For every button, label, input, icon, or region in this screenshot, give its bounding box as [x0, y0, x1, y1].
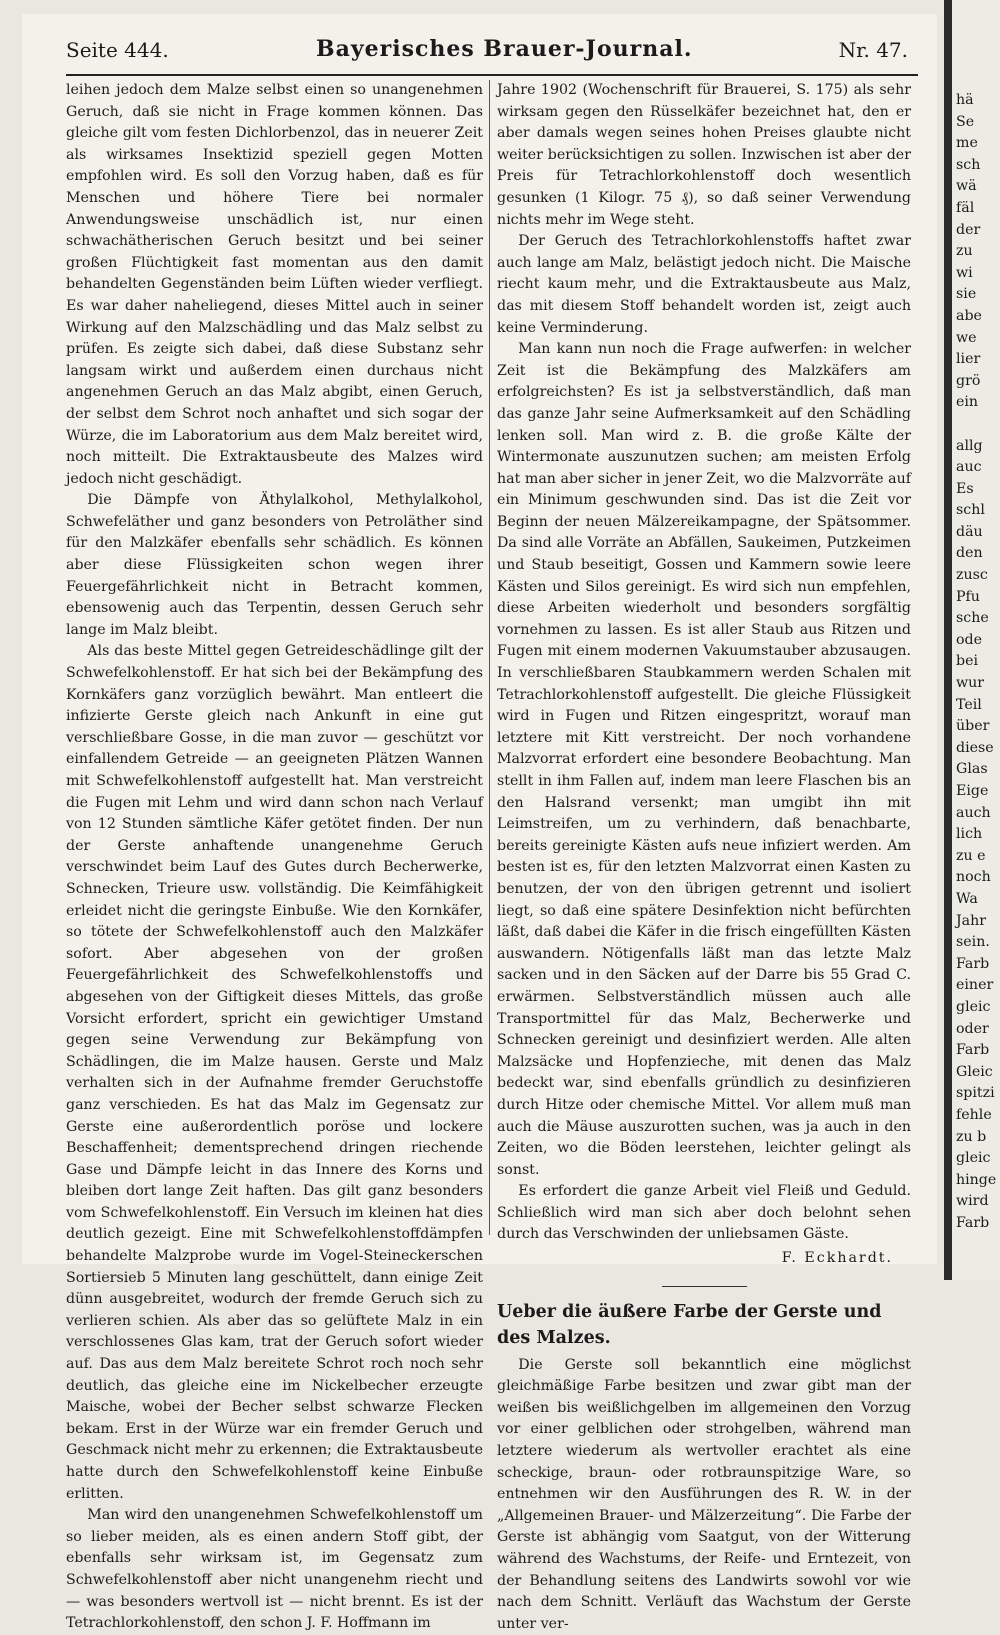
adjacent-page-fragment: ode — [956, 631, 983, 648]
adjacent-page-fragment: däu — [956, 523, 983, 540]
adjacent-page-fragment: me — [956, 135, 978, 152]
adjacent-page-fragment: wi — [956, 264, 973, 281]
adjacent-page-text — [952, 0, 1000, 1234]
adjacent-page-fragment: gleic — [956, 1150, 991, 1167]
adjacent-page-fragment: Gleic — [956, 1063, 993, 1080]
adjacent-page-fragment: Wa — [956, 890, 978, 907]
adjacent-page-fragment: zu b — [956, 1128, 987, 1145]
adjacent-page-fragment: bei — [956, 653, 979, 670]
journal-title: Bayerisches Brauer-Journal. — [316, 36, 693, 62]
adjacent-page-fragment: lich — [956, 826, 983, 843]
page-header — [66, 34, 918, 76]
adjacent-page-fragment: auch — [956, 804, 991, 821]
adjacent-page-fragment: Glas — [956, 761, 988, 778]
paragraph: Der Geruch des Tetrachlorkohlenstoffs haftet zwar auch lange am Malz, belästigt jedoch nicht. Die Maische riecht kaum mehr, und die Extraktausbeute aus Malz, das mit diesem Stoff behandelt worden ist, zeigt auch keine Verminderung. — [497, 233, 911, 336]
adjacent-page-fragment: abe — [956, 307, 982, 324]
adjacent-page-fragment: ein — [956, 394, 979, 411]
adjacent-page-fragment: zusc — [956, 567, 988, 584]
adjacent-page-fragment: gleic — [956, 998, 991, 1015]
adjacent-page-fragment: wä — [956, 178, 977, 195]
issue-number: Nr. 47. — [838, 38, 908, 62]
left-column — [66, 80, 483, 1632]
adjacent-page-fragment: spitzi — [956, 1085, 995, 1102]
adjacent-page-fragment: wur — [956, 675, 985, 692]
adjacent-page-fragment: grö — [956, 372, 981, 389]
adjacent-page-fragment: auc — [956, 459, 982, 476]
adjacent-page-fragment — [956, 414, 1000, 436]
adjacent-page-fragment: Pfu — [956, 588, 980, 605]
paragraph: Die Gerste soll bekanntlich eine möglichst gleichmäßige Farbe besitzen und zwar gibt man der weißen bis weißlichgelben im allgemeinen den Vorzug vor einer gelblichen oder strohgelben, während man letztere wiederum als wertvoller erachtet als eine scheckige, braun- oder rotbraunspitzige Ware, so entnehmen wir den Ausführungen des R. W. in der „Allgemeinen Brauer- und Mälzerzeitung“. Die Farbe der Gerste ist abhängig vom Saatgut, von der Witterung während des Wachstums, der Reife- und Erntezeit, von der Behandlung seitens des Landwirts sowohl vor wie nach dem Schnitt. Verläuft das Wachstum der Gerste unter ver- — [497, 1356, 911, 1632]
adjacent-page-edge — [952, 0, 1000, 1280]
adjacent-page-fragment: über — [956, 718, 990, 735]
adjacent-page-fragment: Eige — [956, 783, 989, 799]
adjacent-page-fragment: oder — [956, 1020, 989, 1037]
author-signature: F. Eckhardt. — [781, 1250, 893, 1267]
paragraph: Jahre 1902 (Wochenschrift für Brauerei, S. 175) als sehr wirksam gegen den Rüsselkäfer bezeichnet hat, den er aber damals wegen seines hohen Preises glaubte nicht weiter berücksichtigen zu sollen. Inzwischen ist aber der Preis für Tetrachlorkohlenstoff doch wesentlich gesunken (1 Kilogr. 75 ₰), so daß seiner Verwendung nichts mehr im Wege steht. — [497, 82, 911, 228]
adjacent-page-fragment: Es — [956, 480, 974, 497]
page-number: Seite 444. — [66, 38, 169, 62]
paragraph: Man kann nun noch die Frage aufwerfen: in welcher Zeit ist die Bekämpfung des Malzkäfers am erfolgreichsten? Es ist ja selbstverständlich, daß man das ganze Jahr seine Aufmerksamkeit auf den Schädling lenken soll. Man wird z. B. die große Kälte der Wintermonate auszunutzen suchen; am meisten Erfolg hat man aber sicher in jener Zeit, wo die Malzvorräte auf ein Minimum geschwunden sind. Das ist die Zeit vor Beginn der neuen Mälzereikampagne, der Spätsommer. Da sind alle Vorräte an Abfällen, Saukeimen, Putzkeimen und Staub beseitigt, Gossen und Kammern sowie leere Kästen und Silos gereinigt. Es wird sich nun empfehlen, diese Arbeiten wiederholt und besonders sorgfältig vornehmen zu lassen. Es ist aller Staub aus Ritzen und Fugen mit einem modernen Vakuumstauber abzusaugen. In verschließbaren Staubkammern werden Schalen mit Tetrachlorkohlenstoff aufgestellt. Die gleiche Flüssigkeit wird in Fugen und Ritzen eingespritzt, worauf man letztere mit Kitt verstreicht. Der noch vorhandene Malzvorrat erfordert eine besondere Beobachtung. Man stellt in ihm Fallen auf, indem man leere Flaschen bis an den Halsrand versenkt; man umgibt ihn mit Leimstreifen, um zu verhindern, daß benachbarte, bereits gereinigte Kästen aufs neue infiziert werden. Am besten ist es, für den letzten Malzvorrat einen Kasten zu benutzen, der von den übrigen getrennt und isoliert liegt, so daß eine spätere Desinfektion nicht befürchten läßt, daß dabei die Käfer in die frisch eingefüllten Kästen auswandern. Nötigenfalls läßt man das letzte Malz sacken und in den Säcken auf der Darre bis 55 Grad C. erwärmen. Selbstverständlich müssen auch alle Transportmittel für das Malz, Becherwerke und Schnecken gereinigt und desinfiziert werden. Alle alten Malzsäcke und Hopfenzieche, mit denen das Malz bedeckt war, sind ebenfalls gründlich zu desinfizieren durch Hitze oder chemische Mittel. Vor allem muß man auch die Mäuse auszurotten suchen, was ja auch in den Zeiten, wo die Böden leerstehen, leichter gelingt als sonst. — [497, 341, 911, 1178]
paragraph: Als das beste Mittel gegen Getreideschädlinge gilt der Schwefelkohlenstoff. Er hat sich bei der Bekämpfung des Kornkäfers ganz vorzüglich bewährt. Man entleert die infizierte Gerste gleich nach Ankunft in eine gut verschließbare Gosse, in die man zuvor — geschützt vor einfallendem Getreide — an geeigneten Plätzen Wannen mit Schwefelkohlenstoff aufgestellt hat. Man verstreicht die Fugen mit Lehm und wird dann schon nach Verlauf von 12 Stunden sämtliche Käfer getötet finden. Der nun der Gerste anhaftende unangenehme Geruch verschwindet beim Lauf des Gutes durch Becherwerke, Schnecken, Trieure usw. vollständig. Die Keimfähigkeit erleidet nicht die geringste Einbuße. Wie den Kornkäfer, so tötete der Schwefelkohlenstoff auch den Malzkäfer sofort. Aber abgesehen von der großen Feuergefährlichkeit des Schwefelkohlenstoffs und abgesehen von der Giftigkeit dieses Mittels, das große Vorsicht erfordert, spricht ein gewichtiger Umstand gegen seine Verwendung zur Bekämpfung von Schädlingen, die im Malze hausen. Gerste und Malz verhalten sich in der Aufnahme fremder Geruchstoffe ganz verschieden. Es hat das Malz im Gegensatz zur Gerste eine außerordentlich poröse und lockere Beschaffenheit; dementsprechend dringen riechende Gase und Dämpfe leicht in das Innere des Korns und bleiben dort lange Zeit haften. Das gilt ganz besonders vom Schwefelkohlenstoff. Ein Versuch im kleinen hat dies deutlich gezeigt. Eine mit Schwefelkohlenstoffdämpfen behandelte Malzprobe wurde im Vogel-Steineckerschen Sortiersieb 5 Minuten lang geschüttelt, dann einige Zeit dünn ausgebreitet, wodurch der fremde Geruch sich zu verlieren schien. Als aber das so gelüftete Malz in ein verschlossenes Glas kam, trat der Geruch sofort wieder auf. Das aus dem Malz bereitete Schrot roch noch sehr deutlich, das gleiche eine im Nickelbecher erzeugte Maische, wobei der Becher selbst schwarze Flecken bekam. Erst in der Würze war ein fremder Geruch und Geschmack nicht mehr zu erkennen; die Extraktausbeute hatte durch den Schwefelkohlenstoff keine Einbuße erlitten. — [66, 643, 483, 1502]
adjacent-page-fragment: einer — [956, 977, 994, 994]
adjacent-page-fragment: schl — [956, 502, 985, 519]
adjacent-page-fragment: Se — [956, 113, 975, 130]
adjacent-page-fragment: Jahr — [956, 912, 987, 929]
section-separator — [662, 1286, 747, 1287]
adjacent-page-fragment: der — [956, 221, 981, 238]
adjacent-page-fragment: lier — [956, 351, 981, 368]
right-column — [497, 80, 911, 1632]
adjacent-page-fragment: fäl — [956, 199, 975, 216]
paragraph: Die Dämpfe von Äthylalkohol, Methylalkohol, Schwefeläther und ganz besonders von Petroläther sind für den Malzkäfer ebenfalls sehr schädlich. Es können aber diese Flüssigkeiten schon wegen ihrer Feuergefährlichkeit nicht in Betracht kommen, ebensowenig auch das Terpentin, dessen Geruch sehr lange im Malz bleibt. — [66, 492, 483, 638]
adjacent-page-fragment: diese — [956, 739, 994, 756]
adjacent-page-fragment: wird — [956, 1193, 989, 1210]
adjacent-page-fragment: Teil — [956, 696, 982, 713]
adjacent-page-fragment: we — [956, 329, 977, 346]
adjacent-page-fragment: fehle — [956, 1106, 992, 1123]
section-heading: Ueber die äußere Farbe der Gerste und des Malzes. — [497, 1301, 882, 1348]
adjacent-page-fragment: den — [956, 545, 983, 562]
adjacent-page-fragment: hä — [956, 92, 974, 108]
adjacent-page-fragment: sch — [956, 156, 981, 173]
adjacent-page-fragment: zu — [956, 243, 973, 260]
adjacent-page-fragment: Farb — [956, 955, 990, 972]
adjacent-page-fragment: zu e — [956, 847, 986, 864]
paragraph: Man wird den unangenehmen Schwefelkohlenstoff um so lieber meiden, als es einen andern Stoff gibt, der ebenfalls sehr wirksam ist, im Gegensatz zum Schwefelkohlenstoff aber nicht unangenehm riecht und — was besonders wertvoll ist — nicht brennt. Es ist der Tetrachlorkohlenstoff, den schon J. F. Hoffmann im — [66, 1507, 483, 1632]
adjacent-page-fragment: allg — [956, 437, 983, 454]
adjacent-page-fragment: sein. — [956, 934, 990, 951]
adjacent-page-fragment: sche — [956, 610, 989, 627]
paragraph: Es erfordert die ganze Arbeit viel Fleiß und Geduld. Schließlich wird man sich aber doch belohnt sehen durch das Verschwinden der unliebsamen Gäste. — [497, 1183, 911, 1243]
column-divider — [489, 80, 490, 1235]
paragraph: leihen jedoch dem Malze selbst einen so unangenehmen Geruch, daß sie nicht in Frage kommen können. Das gleiche gilt vom festen Dichlorbenzol, das in neuerer Zeit als wirksames Insektizid speziell gegen Motten empfohlen wird. Es soll den Vorzug haben, daß es für Menschen und höhere Tiere bei normaler Anwendungsweise unschädlich ist, nur einen schwachätherischen Geruch besitzt und bei seiner großen Flüchtigkeit fast momentan aus den damit behandelten Gegenständen beim Lüften wieder verfliegt. Es war daher naheliegend, dieses Mittel auch in seiner Wirkung auf den Malzschädling und das Malz selbst zu prüfen. Es zeigte sich dabei, daß diese Substanz sehr langsam wirkt und außerdem einen durchaus nicht angenehmen Geruch an das Malz abgibt, einen Geruch, der selbst dem Schrot noch anhaftet und sich sogar der Würze, die im Laboratorium aus dem Malz bereitet wird, noch mitteilt. Die Extraktausbeute des Malzes wird jedoch nicht geschädigt. — [66, 82, 483, 487]
adjacent-page-fragment: noch — [956, 869, 991, 886]
adjacent-page-fragment: Farb — [956, 1214, 990, 1231]
adjacent-page-fragment: hinge — [956, 1171, 997, 1188]
adjacent-page-fragment: sie — [956, 286, 977, 303]
adjacent-page-fragment: Farb — [956, 1042, 990, 1059]
